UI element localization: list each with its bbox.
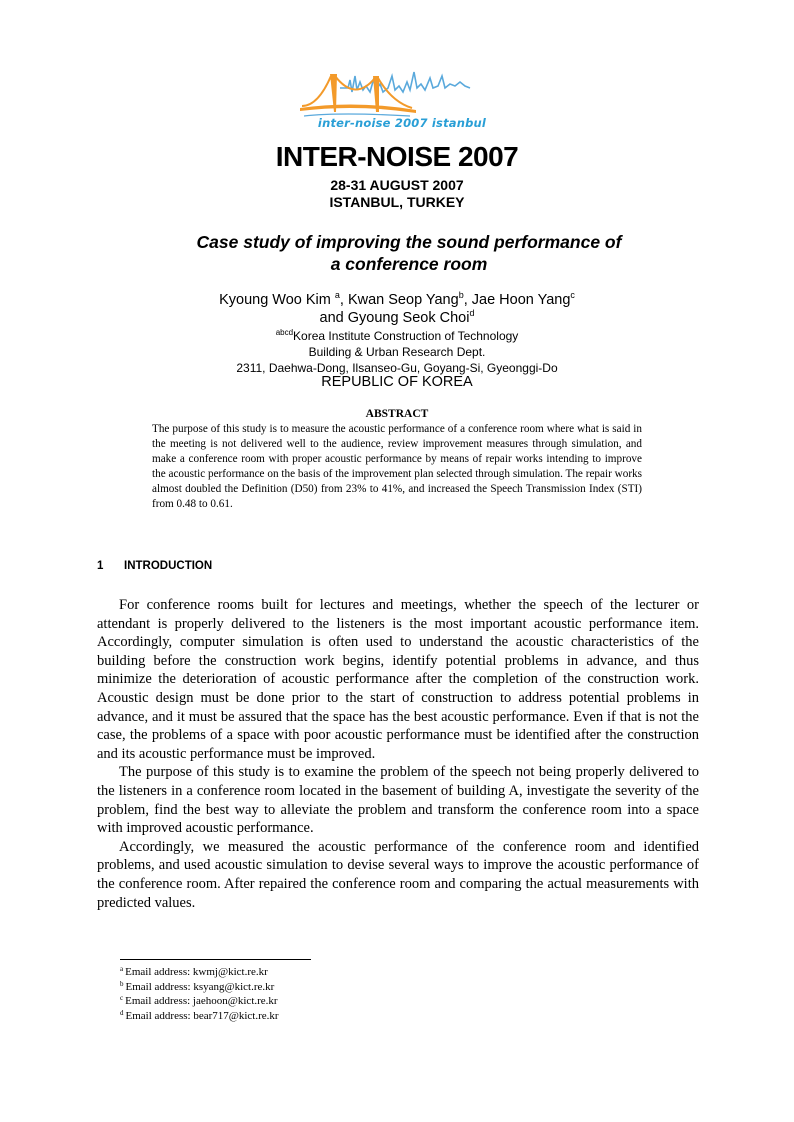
affiliation-address: 2311, Daehwa-Dong, Ilsanseo-Gu, Goyang-Si, Gyeonggi-Do [236,361,558,375]
footnote [120,994,520,1009]
affiliation [0,328,794,376]
author-3-mark: c [570,290,575,300]
logo-text: inter-noise 2007 istanbul [317,116,487,130]
author-1-mark: a [334,290,340,300]
paper-title [100,231,718,275]
conference-dates: 28-31 AUGUST 2007 [330,177,464,193]
paper-title-line-1: Case study of improving the sound performance of [196,232,622,252]
footnote-divider [120,959,311,960]
affiliation-department: Building & Urban Research Dept. [308,345,486,359]
footnote-text: Email address: jaehoon@kict.re.kr [125,995,278,1007]
section-heading [97,560,212,572]
author-2-mark: b [458,290,464,300]
conference-location: ISTANBUL, TURKEY [329,194,465,210]
introduction-body [97,596,699,912]
footnote-text: Email address: bear717@kict.re.kr [125,1009,279,1022]
footnote [120,980,520,995]
author-3: , Jae Hoon Yang [463,292,571,308]
affiliation-country: REPUBLIC OF KOREA [321,374,473,390]
body-paragraph: Accordingly, we measured the acoustic performance of the conference room and identified problems, and used acoustic simulation to devise several ways to improve the acoustic performance of the conference room. After repaired the conference room and comparing the actual measurements with predicted values. [97,838,699,911]
paper-title-line-2: a conference room [330,254,488,274]
footnote [120,1009,520,1024]
author-line-2 [0,309,794,327]
footnote-mark: b [120,979,124,988]
author-4: and Gyoung Seok Choi [319,310,470,326]
author-list [0,291,794,327]
body-paragraph: For conference rooms built for lectures and meetings, whether the speech of the lecturer or attendant is properly delivered to the listeners is the most important acoustic performance item. Accordingly, computer simulation is often used to understand the acoustic characteristics of the building before the construction work begins, identify potential problems in advance, and thus minimize the deterioration of acoustic performance after the completion of the construction work. Acoustic design must be done prior to the start of construction to address potential problems in advance, and it must be assured that the space has the best acoustic performance. Even if that is not the case, the problems of a space with poor acoustic performance must be identified after the construction and its acoustic performance must be improved. [97,597,699,762]
affiliation-line-1 [0,328,794,344]
author-1: Kyoung Woo Kim [219,292,335,308]
footnote-mark: d [120,1008,124,1017]
footnotes [120,965,520,1023]
author-2: , Kwan Seop Yang [339,292,459,308]
conference-logo [300,64,490,140]
footnote-text: Email address: ksyang@kict.re.kr [125,980,275,993]
author-line-1 [0,291,794,309]
abstract-text: The purpose of this study is to measure the acoustic performance of a conference room where what is said in the meeting is not delivered well to the audience, review improvement measures through simulation, and make a conference room with proper acoustic performance by means of repair works intending to improve the acoustic performance on the basis of the improvement plan selected through simulation. The repair works almost doubled the Definition (D50) from 23% to 41%, and increased the Speech Transmission Index (STI) from 0.48 to 0.61. [152,423,642,511]
conference-title: INTER-NOISE 2007 [275,141,519,172]
footnote-mark: a [120,965,124,973]
affiliation-institute: Korea Institute Construction of Technology [293,329,519,343]
footnote-text: Email address: kwmj@kict.re.kr [125,966,268,978]
affiliation-mark: abcd [275,328,294,337]
bridge-wave-logo-icon [300,64,490,120]
footnote [120,965,520,980]
abstract-heading: ABSTRACT [365,408,429,420]
section-number: 1 [97,560,104,572]
footnote-mark: c [120,994,124,1002]
author-4-mark: d [469,308,475,318]
section-title: INTRODUCTION [124,560,213,572]
body-paragraph: The purpose of this study is to examine the problem of the speech not being properly delivered to the listeners in a conference room located in the basement of building A, investigate the severity of the problem, find the best way to alleviate the problem and transform the conference room into a space with improved acoustic performance. [97,764,699,837]
